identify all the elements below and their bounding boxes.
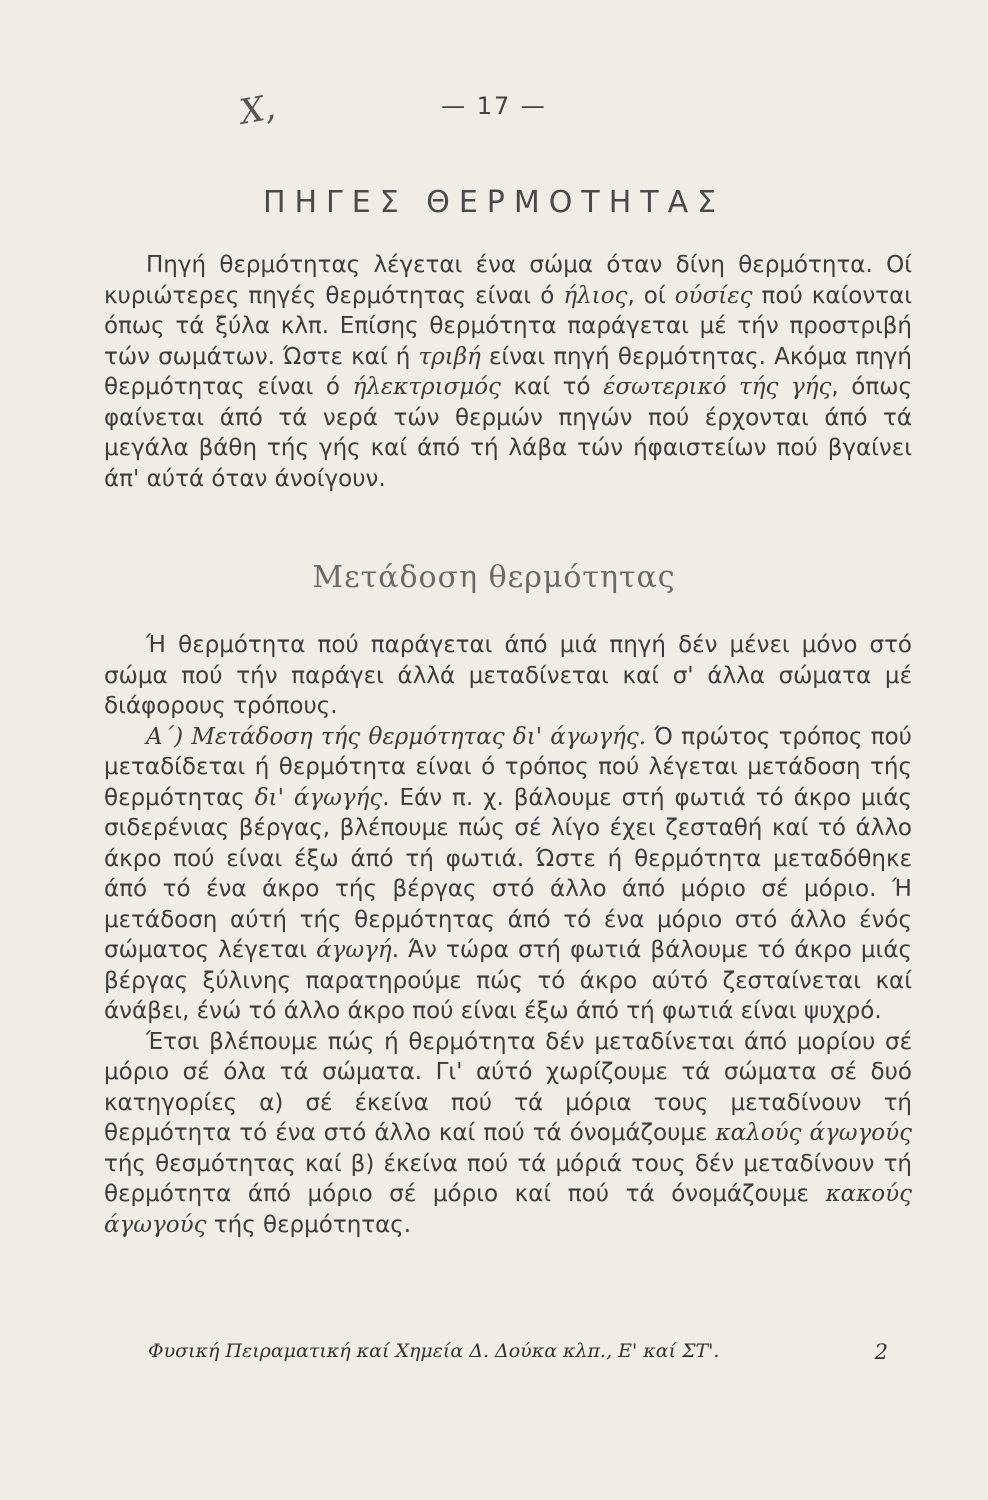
text-run: τής θερμότητας. <box>206 1211 412 1238</box>
emphasized-term: καλούς άγωγούς <box>715 1120 913 1146</box>
handwritten-margin-mark: Χ, <box>236 87 279 133</box>
paragraph <box>104 250 912 494</box>
page-footer <box>148 1340 888 1362</box>
emphasized-term: άγωγή <box>316 937 392 963</box>
text-run: είναι πηγή θερμότητας. Ακόμα πηγή θερμότητας είναι ό <box>104 343 912 400</box>
emphasized-term: ούσίες <box>674 282 753 309</box>
emphasized-term: δι' άγωγής <box>254 784 383 811</box>
emphasized-term: ήλεκτρισμός <box>352 374 501 400</box>
section-subheading: Μετάδοση θερμότητας <box>312 560 676 595</box>
text-run: καί τό <box>500 374 604 400</box>
emphasized-term: τριβή <box>418 343 481 370</box>
paragraph: Ή θερμότητα πού παράγεται άπό μιά πηγή δέν μένει μόνο στό σώμα πού τήν παράγει άλλά μεταδίνεται καί σ' άλλα σώματα μέ διάφορους τρόπους. <box>104 632 912 719</box>
text-run: Ό πρώτος τρόπος πού μεταδίδεται ή θερμότητα είναι ό τρόπος πού λέγεται μετάδοση τής θερμότητας <box>104 723 912 811</box>
text-run: Πηγή θερμότητας λέγεται ένα σώμα όταν δίνη θερμότητα. Οί κυριώτερες πηγές θερμότητας είναι ό <box>104 252 912 309</box>
paragraph <box>104 1027 912 1241</box>
text-run: . Εάν π. χ. βάλουμε στή φωτιά τό άκρο μιάς σιδερένιας βέργας, βλέπουμε πώς σέ λίγο έχει ζεσταθή καί τό άλλο άκρο πού είναι έξω άπό τή φωτιά. Ώστε ή θερμότητα μεταδόθηκε άπό τό ένα άκρο τής βέργας στό άλλο άπό μόριο σέ μόριο. Ή μετάδοση αύτή τής θερμότητας άπό τό ένα μόριο στό άλλο ένός σώματος λέγεται <box>104 784 912 963</box>
page-number: — 17 — <box>441 92 547 120</box>
footer-book-title: Φυσική Πειραματική καί Χημεία Δ. Δούκα κλπ., Ε' καί ΣΤ'. <box>148 1340 720 1362</box>
text-run: . Άν τώρα στή φωτιά βάλουμε τό άκρο μιάς βέργας ξύλινης παρατηρούμε πώς τό άκρο αύτό ζεσταίνεται καί άνάβει, ένώ τό άλλο άκρο πού είναι έξω άπό τή φωτιά είναι ψυχρό. <box>104 937 912 1024</box>
text-run: τής θεσμότητας καί β) έκείνα πού τά μόριά τους δέν μεταδίνουν τή θερμότητα άπό μόριο σέ μόριο καί πού τά όνομάζουμε <box>104 1150 912 1207</box>
emphasized-term: Α΄) Μετάδοση τής θερμότητας δι' άγωγής. <box>146 723 647 750</box>
emphasized-term: ήλιος <box>563 282 628 309</box>
text-run: , όπως φαίνεται άπό τά νερά τών θερμών πηγών πού έρχονται άπό τά μεγάλα βάθη τής γής καί άπό τή λάβα τών ήφαιστείων πού βγαίνει άπ' αύτά όταν άνοίγουν. <box>104 374 912 492</box>
section-heat-transfer <box>104 630 912 1240</box>
text-run: πού καίονται όπως τά ξύλα κλπ. Επίσης θερμότητα παράγεται μέ τήν προστριβή τών σωμάτων. Ώστε καί ή <box>104 282 913 370</box>
paragraph <box>104 722 912 1027</box>
section-heat-sources <box>104 250 912 494</box>
chapter-heading: ΠΗΓΕΣ ΘΕΡΜΟΤΗΤΑΣ <box>262 185 726 220</box>
emphasized-term: έσωτερικό τής γής <box>603 374 832 400</box>
footer-signature-number: 2 <box>874 1340 888 1364</box>
text-run: , οί <box>627 282 675 309</box>
text-run: Έτσι βλέπουμε πώς ή θερμότητα δέν μεταδίνεται άπό μορίου σέ μόριο σέ όλα τά σώματα. Γι' αύτό χωρίζουμε τά σώματα σέ δυό κατηγορίες α) σέ έκείνα πού τά μόρια τους μεταδίνουν τή θερμότητα τό ένα στό άλλο καί πού τά όνομάζουμε <box>104 1028 912 1146</box>
emphasized-term: κακούς άγωγούς <box>104 1181 912 1238</box>
